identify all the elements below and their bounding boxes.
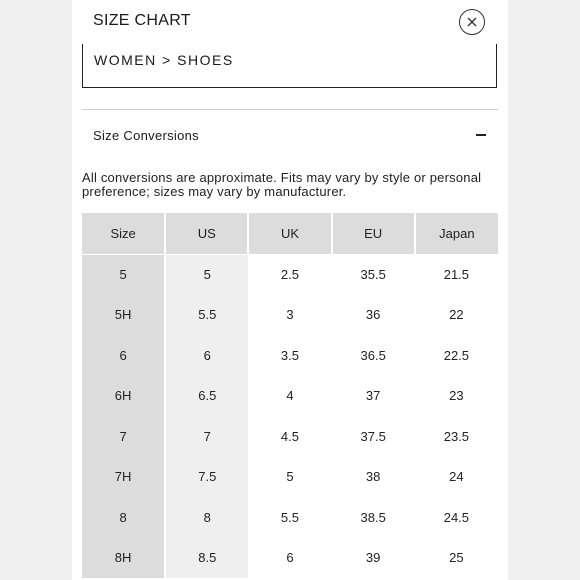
column-header-uk: UK	[248, 213, 331, 254]
cell-us: 7	[165, 416, 248, 457]
close-icon	[467, 17, 477, 27]
table-row	[82, 295, 498, 336]
category-select[interactable]	[82, 44, 497, 88]
cell-eu: 38.5	[360, 509, 386, 525]
cell-size: 5H	[82, 295, 165, 336]
table-row	[82, 416, 498, 457]
cell-uk: 2.5	[280, 267, 299, 282]
cell-japan: 25	[449, 550, 464, 566]
column-header-eu: EU	[332, 213, 415, 254]
cell-japan: 23.5	[443, 428, 470, 444]
table-row	[82, 538, 498, 579]
cell-us: 5	[165, 254, 248, 295]
cell-uk: 4.5	[280, 428, 299, 444]
cell-eu: 38	[365, 469, 381, 485]
cell-size: 5	[82, 254, 165, 295]
cell-us: 7.5	[165, 457, 248, 498]
column-header-japan: Japan	[415, 213, 498, 254]
cell-eu: 39	[365, 550, 381, 566]
cell-eu: 35.5	[360, 267, 386, 282]
cell-size: 7	[82, 416, 165, 457]
cell-us: 8	[165, 497, 248, 538]
cell-japan: 23	[449, 388, 464, 404]
size-chart-modal	[72, 0, 508, 580]
conversion-note: All conversions are approximate. Fits may vary by style or personal preference; sizes may vary by manufacturer.	[82, 170, 482, 199]
cell-size: 8	[82, 497, 165, 538]
cell-us: 5.5	[165, 295, 248, 336]
cell-uk: 6	[286, 550, 294, 566]
table-header-row	[82, 213, 498, 254]
cell-uk: 5	[286, 469, 294, 485]
cell-uk: 3.5	[280, 347, 299, 363]
cell-eu: 37	[365, 388, 381, 404]
cell-us: 6.5	[165, 376, 248, 417]
cell-uk: 4	[286, 388, 294, 404]
cell-eu: 36.5	[360, 347, 386, 363]
cell-uk: 5.5	[280, 509, 299, 525]
minus-icon[interactable]	[476, 134, 486, 136]
size-conversions-toggle[interactable]: Size Conversions	[93, 128, 199, 143]
table-row	[82, 335, 498, 376]
column-header-us: US	[165, 213, 248, 254]
table-row	[82, 254, 498, 295]
cell-japan: 24.5	[443, 509, 470, 525]
cell-size: 8H	[82, 538, 165, 579]
cell-eu: 37.5	[360, 428, 386, 444]
table-row	[82, 376, 498, 417]
cell-size: 7H	[82, 457, 165, 498]
cell-us: 6	[165, 335, 248, 376]
close-button[interactable]	[459, 9, 485, 35]
cell-uk: 3	[286, 307, 294, 323]
cell-japan: 24	[449, 469, 464, 485]
table-row	[82, 497, 498, 538]
size-conversion-table	[82, 213, 498, 578]
cell-eu: 36	[365, 307, 381, 323]
cell-size: 6	[82, 335, 165, 376]
table-body	[82, 254, 498, 578]
cell-japan: 22	[449, 307, 464, 323]
cell-japan: 22.5	[443, 347, 470, 363]
cell-size: 6H	[82, 376, 165, 417]
category-select-value: WOMEN > SHOES	[94, 52, 234, 68]
table-row	[82, 457, 498, 498]
column-header-size: Size	[82, 213, 165, 254]
divider	[82, 109, 498, 110]
cell-us: 8.5	[165, 538, 248, 579]
cell-japan: 21.5	[443, 267, 470, 282]
modal-title: SIZE CHART	[93, 12, 191, 29]
